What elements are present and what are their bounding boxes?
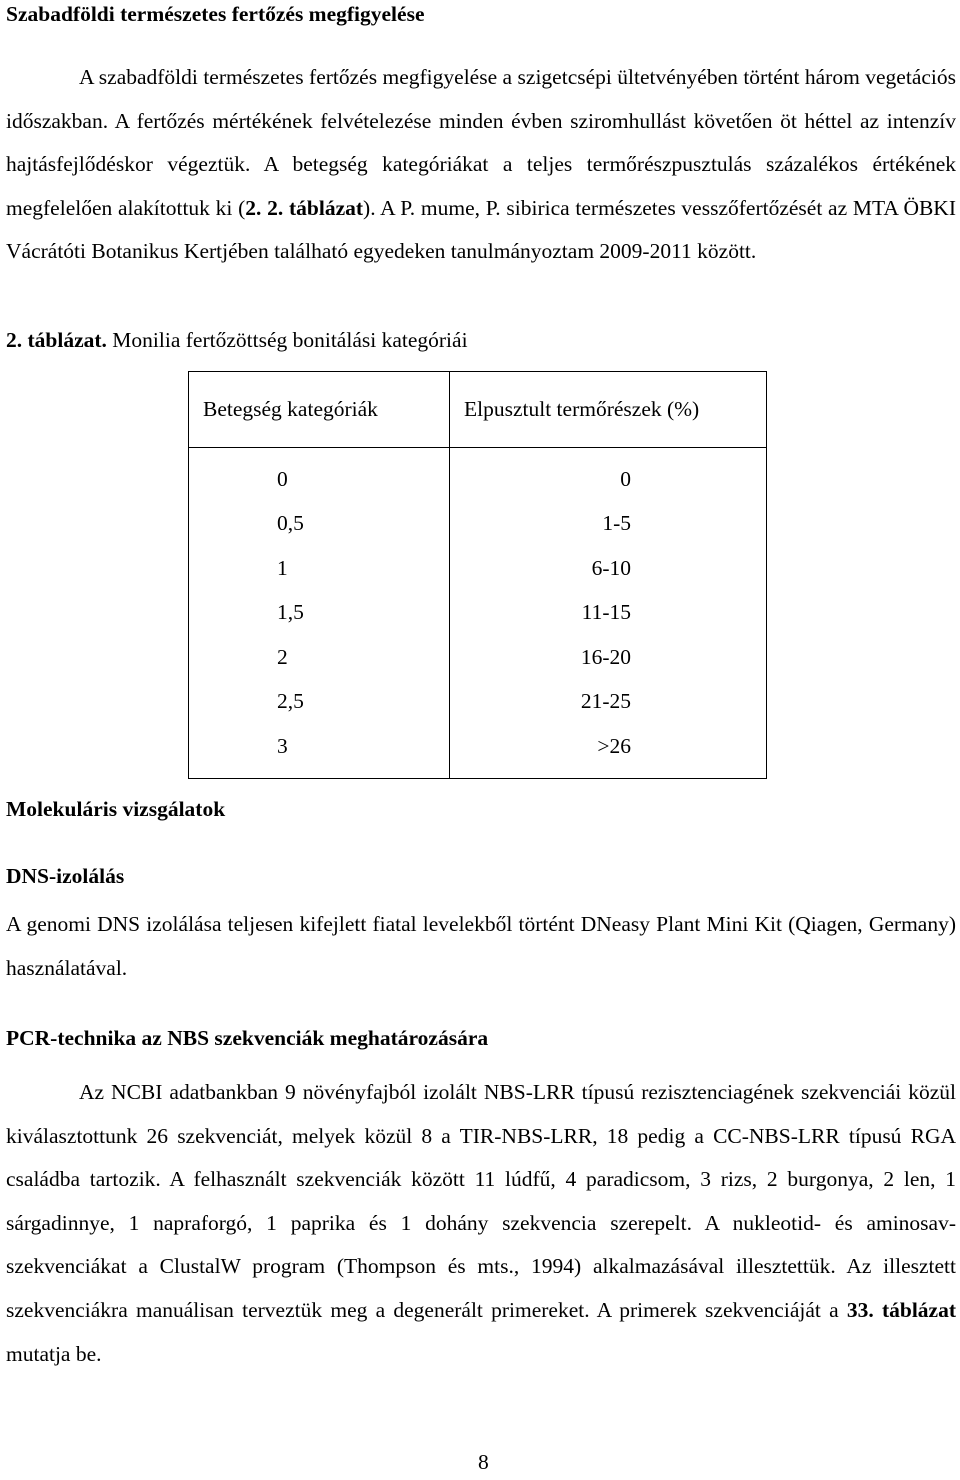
heading-dna-isolation: DNS-izolálás [6, 864, 125, 888]
paragraph-text-continued: ). A P. mume, P. sibirica természetes vesszőfertőzését az MTA ÖBKI Vácrátóti Botanikus Kertjében található egyedeken tanulmányoztam 2009-2011 között. [6, 195, 956, 264]
table-row [189, 448, 767, 502]
table-caption-text: Monilia fertőzöttség bonitálási kategóriái [106, 328, 468, 352]
table-cell: 1,5 [189, 591, 450, 636]
table-cell: 16-20 [450, 635, 767, 680]
table-cell: 6-10 [450, 546, 767, 591]
table-reference[interactable]: 2. 2. táblázat [245, 195, 364, 220]
heading-pcr: PCR-technika az NBS szekvenciák meghatározására [6, 1026, 489, 1050]
table-caption [6, 319, 956, 363]
table-row [189, 680, 767, 725]
section-title: Szabadföldi természetes fertőzés megfigyelése [6, 2, 425, 26]
paragraph-text: A szabadföldi természetes fertőzés megfigyelése a szigetcsépi ültetvényében történt három vegetációs időszakban. A fertőzés mértékének felvételezése minden évben sziromhullást követően öt héttel az intenzív hajtásfejlődéskor végeztük. A betegség kategóriákat a teljes termőrészpusztulás százalékos értékének megfelelően alakítottuk ki ( [6, 65, 956, 220]
table-cell: 0,5 [189, 502, 450, 547]
table-row [189, 635, 767, 680]
table-reference[interactable]: 33. táblázat [846, 1297, 957, 1322]
heading-molecular: Molekuláris vizsgálatok [6, 797, 226, 821]
table-cell: 11-15 [450, 591, 767, 636]
table-header-cell: Betegség kategóriák [189, 372, 450, 448]
table-caption-label: 2. táblázat. [6, 328, 107, 352]
table-row [189, 546, 767, 591]
table-cell: 21-25 [450, 680, 767, 725]
table-header-cell: Elpusztult termőrészek (%) [450, 372, 767, 448]
table-cell: 2,5 [189, 680, 450, 725]
table-cell: 2 [189, 635, 450, 680]
table-cell: >26 [450, 724, 767, 778]
table-row [189, 724, 767, 778]
table-cell: 1 [189, 546, 450, 591]
table-cell: 0 [189, 448, 450, 502]
paragraph-text-continued: mutatja be. [6, 1341, 102, 1366]
page-number: 8 [478, 1450, 489, 1474]
bonitation-table [188, 371, 767, 779]
table-cell: 3 [189, 724, 450, 778]
table-row [189, 591, 767, 636]
paragraph-dna-isolation: A genomi DNS izolálása teljesen kifejlett fiatal levelekből történt DNeasy Plant Mini Kit (Qiagen, Germany) használatával. [6, 912, 956, 980]
paragraph-text: Az NCBI adatbankban 9 növényfajból izolált NBS-LRR típusú rezisztenciagének szekvenciái közül kiválasztottunk 26 szekvenciát, melyek közül 8 a TIR-NBS-LRR, 18 pedig a CC-NBS-LRR típusú RGA családba tartozik. A felhasznált szekvenciák között 11 lúdfű, 4 paradicsom, 3 rizs, 2 burgonya, 2 len, 1 sárgadinnye, 1 napraforgó, 1 paprika és 1 dohány szekvencia szerepelt. A nukleotid- és aminosav-szekvenciákat a ClustalW program (Thompson és mts., 1994) alkalmazásával illesztettük. Az illesztett szekvenciákra manuálisan terveztük meg a degenerált primereket. A primerek szekvenciáját a [6, 1080, 956, 1322]
paragraph-field-observation [6, 56, 956, 274]
table-header-row [189, 372, 767, 448]
table-row [189, 502, 767, 547]
paragraph-pcr [6, 1071, 956, 1376]
table-cell: 0 [450, 448, 767, 502]
table-cell: 1-5 [450, 502, 767, 547]
